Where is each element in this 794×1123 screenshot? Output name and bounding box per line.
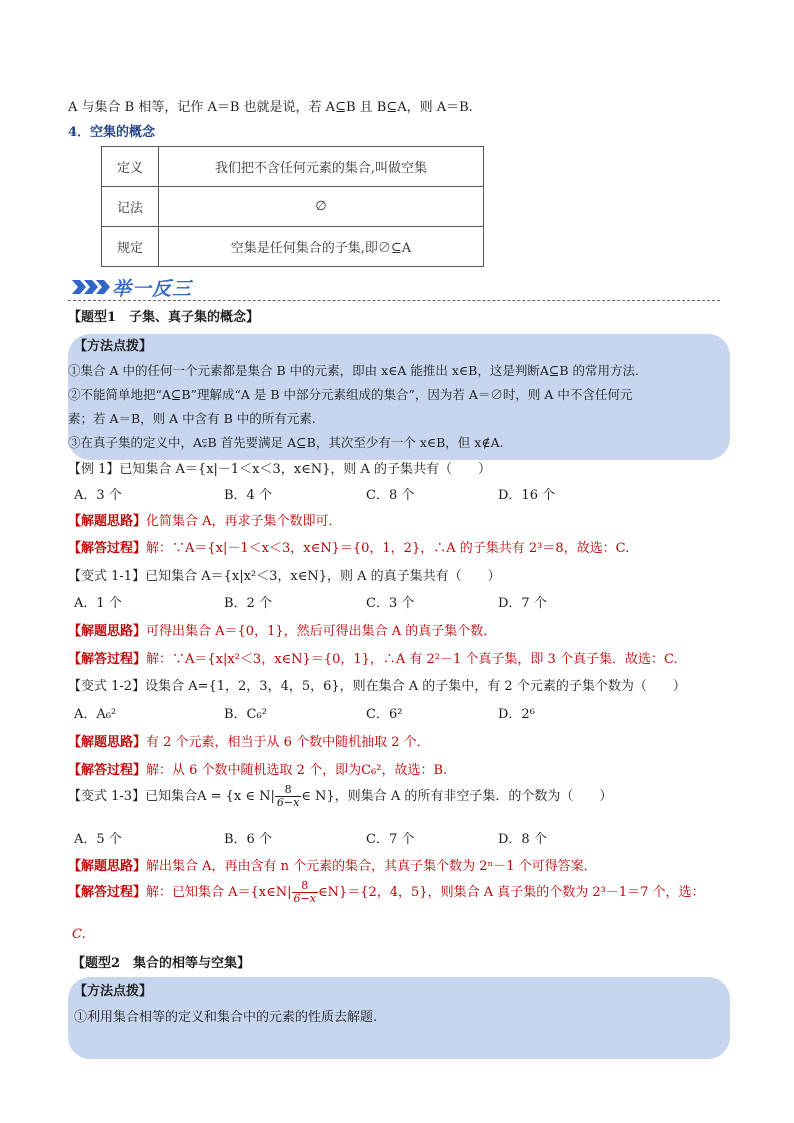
- option-d: D．16 个: [498, 488, 556, 503]
- fraction: [292, 880, 318, 905]
- type2-title: 【题型2 集合的相等与空集】: [72, 956, 251, 971]
- divider: [68, 300, 720, 301]
- empty-set-table: [101, 146, 484, 267]
- table-row: [102, 187, 484, 227]
- idea-label: 【解题思路】: [68, 514, 147, 529]
- option-a: A．5 个: [74, 832, 122, 847]
- table-key: 定义: [102, 147, 159, 187]
- process-line: [68, 759, 447, 778]
- method-line: 素；若 A＝B，则 A 中含有 B 中的所有元素.: [68, 411, 316, 426]
- method-title: 【方法点拨】: [74, 984, 153, 999]
- question: 【变式 1-2】设集合 A={1，2，3，4，5，6}，则在集合 A 的子集中，有 2 个元素的子集个数为（ ）: [68, 679, 686, 694]
- option-c: C．6²: [366, 707, 403, 722]
- type1-title: 【题型1 子集、真子集的概念】: [68, 310, 260, 325]
- process-text: 解：∵A＝{x|－1＜x＜3，x∈N}＝{0，1，2}，∴A 的子集共有 2³＝8，故选：C.: [146, 541, 630, 556]
- process-text: 解：∵A＝{x|x²＜3，x∈N}＝{0，1}，∴A 有 2²－1 个真子集，即 3 个真子集．故选：C.: [146, 652, 678, 667]
- option-b: B．C₆²: [224, 707, 267, 722]
- option-a: A．1 个: [74, 596, 122, 611]
- process-line: [68, 537, 629, 556]
- process-suffix: ∈N}＝{2，4，5}，则集合 A 真子集的个数为 2³－1＝7 个，选：: [317, 885, 705, 900]
- question-prefix: 【变式 1-3】已知集合A = {x ∈ N|: [68, 789, 275, 804]
- table-row: [102, 147, 484, 187]
- fraction-denominator: 6−x: [276, 796, 300, 809]
- option-b: B．4 个: [224, 488, 272, 503]
- method-title: 【方法点拨】: [74, 339, 153, 354]
- table-key: 规定: [102, 227, 159, 267]
- banner-title: 举一反三: [112, 278, 193, 300]
- process-answer: C.: [72, 927, 86, 942]
- table-row: [102, 227, 484, 267]
- question: 【例 1】已知集合 A＝{x|－1＜x＜3，x∈N}，则 A 的子集共有（ ）: [68, 462, 492, 477]
- section-title-empty-set: 4．空集的概念: [68, 125, 156, 140]
- idea-line: [68, 620, 496, 639]
- question: [68, 784, 612, 809]
- option-b: B．6 个: [224, 832, 272, 847]
- process-label: 【解答过程】: [68, 885, 147, 900]
- option-c: C．8 个: [366, 488, 415, 503]
- process-label: 【解答过程】: [68, 652, 147, 667]
- intro-line: A 与集合 B 相等，记作 A＝B 也就是说，若 A⊆B 且 B⊆A，则 A＝B.: [68, 100, 473, 115]
- table-value: 空集是任何集合的子集,即∅⊆A: [159, 227, 484, 267]
- idea-text: 解出集合 A，再由含有 n 个元素的集合，其真子集个数为 2ⁿ－1 个可得答案．: [146, 859, 597, 874]
- option-b: B．2 个: [224, 596, 272, 611]
- question: 【变式 1-1】已知集合 A＝{x|x²＜3，x∈N}，则 A 的真子集共有（ ）: [68, 569, 501, 584]
- idea-text: 可得出集合 A＝{0，1}，然后可得出集合 A 的真子集个数．: [146, 624, 497, 639]
- method-line: ①集合 A 中的任何一个元素都是集合 B 中的元素，即由 x∈A 能推出 x∈B，这是判断A⊆B 的常用方法.: [68, 363, 639, 378]
- process-line: [68, 880, 705, 905]
- table-value: ∅: [159, 187, 484, 227]
- idea-label: 【解题思路】: [68, 735, 147, 750]
- option-d: D．7 个: [498, 596, 547, 611]
- method-line: ②不能简单地把“A⊆B”理解成“A 是 B 中部分元素组成的集合”，因为若 A＝∅时，则 A 中不含任何元: [68, 387, 633, 402]
- idea-text: 有 2 个元素，相当于从 6 个数中随机抽取 2 个．: [146, 735, 430, 750]
- method-line: ③在真子集的定义中，A⫋B 首先要满足 A⊆B，其次至少有一个 x∈B，但 x∉A.: [68, 435, 504, 450]
- option-d: D．8 个: [498, 832, 547, 847]
- process-label: 【解答过程】: [68, 763, 147, 778]
- idea-line: [68, 510, 342, 529]
- fraction-denominator: 6−x: [293, 892, 316, 905]
- table-value: 我们把不含任何元素的集合,叫做空集: [159, 147, 484, 187]
- idea-text: 化简集合 A，再求子集个数即可．: [146, 514, 342, 529]
- idea-line: [68, 855, 597, 874]
- process-line: [68, 648, 678, 667]
- section-banner: [68, 272, 208, 300]
- table-key: 记法: [102, 187, 159, 227]
- method-line: ①利用集合相等的定义和集合中的元素的性质去解题.: [74, 1010, 378, 1025]
- option-a: A．3 个: [74, 488, 122, 503]
- fraction-numerator: 8: [292, 880, 318, 893]
- option-d: D．2⁶: [498, 707, 535, 722]
- idea-label: 【解题思路】: [68, 624, 147, 639]
- process-prefix: 解：已知集合 A＝{x∈N|: [146, 885, 292, 900]
- option-c: C．7 个: [366, 832, 415, 847]
- option-a: A．A₆²: [74, 707, 117, 722]
- process-label: 【解答过程】: [68, 541, 147, 556]
- idea-label: 【解题思路】: [68, 859, 147, 874]
- option-c: C．3 个: [366, 596, 415, 611]
- fraction-numerator: 8: [275, 784, 301, 797]
- question-suffix: ∈ N}，则集合 A 的所有非空子集．的个数为（ ）: [301, 789, 613, 804]
- idea-line: [68, 731, 430, 750]
- process-text: 解：从 6 个数中随机选取 2 个，即为C₆²，故选：B.: [146, 763, 448, 778]
- fraction: [275, 784, 301, 809]
